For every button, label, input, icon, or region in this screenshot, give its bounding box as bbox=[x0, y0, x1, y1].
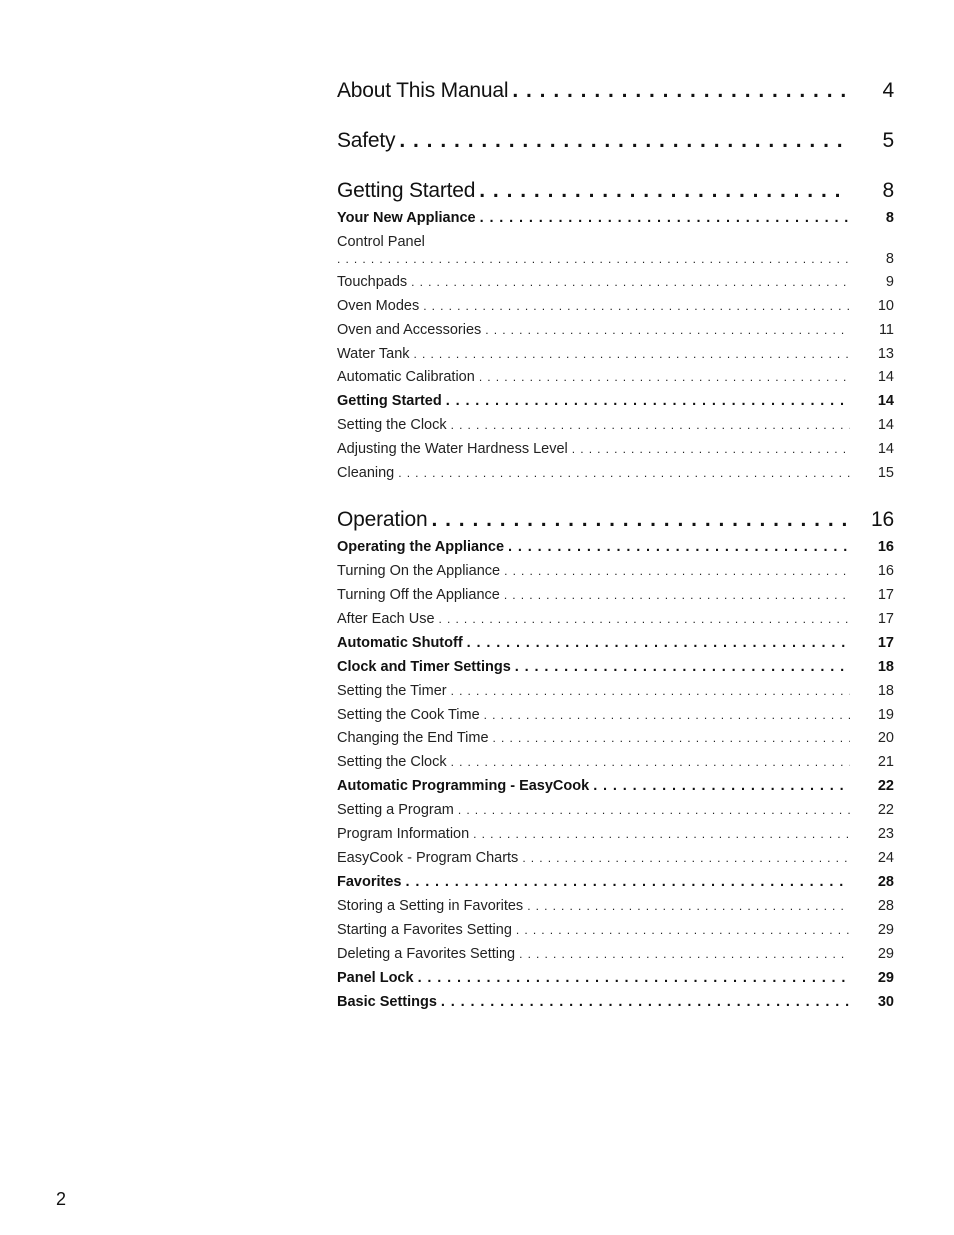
toc-entry-label: Changing the End Time bbox=[337, 730, 489, 746]
toc-entry-page: 9 bbox=[885, 274, 894, 290]
toc-leader-dots bbox=[411, 275, 850, 289]
toc-entry-page: 16 bbox=[877, 563, 894, 579]
toc-entry-page: 29 bbox=[877, 922, 894, 938]
toc-leader-dots bbox=[479, 370, 850, 384]
toc-entry[interactable] bbox=[337, 994, 894, 1010]
toc-leader-dots bbox=[485, 323, 850, 337]
toc-entry-page: 30 bbox=[877, 994, 894, 1010]
toc-entry-page: 17 bbox=[877, 635, 894, 651]
toc-leader-dots bbox=[423, 299, 850, 313]
toc-entry[interactable] bbox=[337, 393, 894, 409]
toc-entry-label: Automatic Programming - EasyCook bbox=[337, 778, 590, 794]
toc-leader-dots bbox=[473, 827, 850, 841]
toc-entry[interactable] bbox=[337, 417, 894, 433]
toc-leader-dots bbox=[480, 210, 850, 226]
toc-leader-dots bbox=[522, 851, 850, 865]
toc-entry-label: Program Information bbox=[337, 826, 470, 842]
toc-entry-label: Turning On the Appliance bbox=[337, 563, 501, 579]
toc-leader-dots bbox=[516, 923, 850, 937]
toc-entry-label: Setting the Clock bbox=[337, 754, 447, 770]
toc-entry-label: Water Tank bbox=[337, 346, 410, 362]
toc-leader-dots bbox=[441, 994, 850, 1010]
toc-entry-page: 29 bbox=[877, 970, 894, 986]
toc-section-page: 4 bbox=[882, 79, 894, 102]
toc-leader-dots bbox=[504, 588, 850, 602]
toc-entry-page: 20 bbox=[877, 730, 894, 746]
toc-entry[interactable] bbox=[337, 874, 894, 890]
toc-leader-dots bbox=[493, 731, 850, 745]
toc-leader-dots bbox=[504, 564, 850, 578]
toc-entry-page: 23 bbox=[877, 826, 894, 842]
toc-section-about[interactable] bbox=[337, 79, 894, 103]
toc-entry[interactable] bbox=[337, 441, 894, 457]
toc-leader-dots bbox=[418, 970, 850, 986]
toc-section-label: Safety bbox=[337, 129, 396, 152]
toc-entry[interactable] bbox=[337, 970, 894, 986]
toc-leader-dots bbox=[515, 659, 850, 675]
toc-entry-label: After Each Use bbox=[337, 611, 435, 627]
toc-leader-dots bbox=[439, 612, 850, 626]
toc-section-label: Getting Started bbox=[337, 179, 476, 202]
toc-entry[interactable] bbox=[337, 210, 894, 226]
toc-entry-page: 14 bbox=[877, 417, 894, 433]
toc-leader-dots bbox=[458, 803, 850, 817]
toc-leader-dots bbox=[405, 874, 850, 890]
toc-entry-page: 28 bbox=[877, 874, 894, 890]
toc-leader-dots bbox=[414, 347, 850, 361]
toc-entry[interactable] bbox=[337, 611, 894, 627]
toc-section-label: About This Manual bbox=[337, 79, 509, 102]
toc-entry-page: 18 bbox=[877, 683, 894, 699]
toc-entry-label: Favorites bbox=[337, 874, 402, 890]
toc-entry[interactable] bbox=[337, 346, 894, 362]
toc-leader-dots bbox=[572, 442, 850, 456]
toc-entry[interactable] bbox=[337, 635, 894, 651]
toc-entry-label: Cleaning bbox=[337, 465, 395, 481]
toc-entry-page: 8 bbox=[885, 210, 894, 226]
toc-leader-dots bbox=[398, 466, 850, 480]
toc-entry-page: 8 bbox=[885, 251, 894, 267]
toc-entry-page: 14 bbox=[877, 441, 894, 457]
toc-entry-page: 14 bbox=[877, 393, 894, 409]
toc-entry[interactable] bbox=[337, 922, 894, 938]
toc-entry-page: 11 bbox=[878, 322, 894, 338]
toc-entry[interactable] bbox=[337, 234, 894, 267]
toc-entry-page: 15 bbox=[877, 465, 894, 481]
toc-leader-dots bbox=[479, 179, 846, 203]
toc-entry-page: 22 bbox=[877, 778, 894, 794]
toc-entry[interactable] bbox=[337, 850, 894, 866]
toc-entry-label: Setting the Timer bbox=[337, 683, 447, 699]
toc-section-operation[interactable] bbox=[337, 508, 894, 532]
toc-entry-page: 17 bbox=[877, 587, 894, 603]
toc-leader-dots bbox=[451, 418, 850, 432]
toc-entry[interactable] bbox=[337, 539, 894, 555]
toc-entry-label: Setting the Cook Time bbox=[337, 707, 480, 723]
toc-entry-label: Oven Modes bbox=[337, 298, 420, 314]
toc-entry-page: 18 bbox=[877, 659, 894, 675]
toc-entry[interactable] bbox=[337, 587, 894, 603]
toc-entry[interactable] bbox=[337, 683, 894, 699]
toc-entry-label: Turning Off the Appliance bbox=[337, 587, 500, 603]
toc-section-getting-started[interactable] bbox=[337, 179, 894, 203]
page-number: 2 bbox=[56, 1189, 67, 1209]
toc-entry-label: Adjusting the Water Hardness Level bbox=[337, 441, 568, 457]
toc-leader-dots bbox=[519, 947, 850, 961]
toc-entry-label: Clock and Timer Settings bbox=[337, 659, 511, 675]
toc-entry[interactable] bbox=[337, 465, 894, 481]
toc-entry-page: 19 bbox=[877, 707, 894, 723]
toc-entry-label: EasyCook - Program Charts bbox=[337, 850, 519, 866]
toc-entry[interactable] bbox=[337, 778, 894, 794]
toc-entry-label: Automatic Calibration bbox=[337, 369, 475, 385]
toc-entry[interactable] bbox=[337, 730, 894, 746]
toc-entry-label: Touchpads bbox=[337, 274, 408, 290]
toc-entry-page: 13 bbox=[877, 346, 894, 362]
toc-entry-page: 28 bbox=[877, 898, 894, 914]
toc-entry[interactable] bbox=[337, 298, 894, 314]
toc-entry[interactable] bbox=[337, 707, 894, 723]
toc-entry-label: Starting a Favorites Setting bbox=[337, 922, 512, 938]
toc-entry-label: Basic Settings bbox=[337, 994, 437, 1010]
toc-entry[interactable] bbox=[337, 659, 894, 675]
toc-section-page: 8 bbox=[882, 179, 894, 202]
toc-entry-page: 17 bbox=[877, 611, 894, 627]
toc-entry[interactable] bbox=[337, 826, 894, 842]
toc-section-page: 16 bbox=[871, 508, 894, 531]
toc-leader-dots bbox=[484, 708, 850, 722]
toc-entry-page: 21 bbox=[877, 754, 894, 770]
toc-entry-label: Storing a Setting in Favorites bbox=[337, 898, 524, 914]
toc-leader-dots bbox=[512, 79, 846, 103]
toc-entry-label: Control Panel bbox=[337, 234, 425, 250]
toc-entry[interactable] bbox=[337, 274, 894, 290]
toc-entry[interactable] bbox=[337, 898, 894, 914]
toc-leader-dots bbox=[467, 635, 850, 651]
toc-entry-page: 16 bbox=[877, 539, 894, 555]
toc-entry-page: 29 bbox=[877, 946, 894, 962]
toc-entry-label: Deleting a Favorites Setting bbox=[337, 946, 516, 962]
toc-section-safety[interactable] bbox=[337, 129, 894, 153]
toc-entry-page: 22 bbox=[877, 802, 894, 818]
toc-section-page: 5 bbox=[882, 129, 894, 152]
toc-entry[interactable] bbox=[337, 563, 894, 579]
toc-entry-page: 24 bbox=[877, 850, 894, 866]
toc-entry[interactable] bbox=[337, 946, 894, 962]
toc-leader-dots bbox=[451, 684, 850, 698]
toc-leader-dots bbox=[508, 539, 850, 555]
toc-entry[interactable] bbox=[337, 754, 894, 770]
toc-section-label: Operation bbox=[337, 508, 428, 531]
toc-entry[interactable] bbox=[337, 322, 894, 338]
toc-leader-dots bbox=[337, 252, 850, 266]
toc-leader-dots bbox=[451, 755, 850, 769]
toc-entry-label: Setting the Clock bbox=[337, 417, 447, 433]
toc-leader-dots bbox=[446, 393, 850, 409]
toc-entry-page: 10 bbox=[877, 298, 894, 314]
toc-entry-label: Oven and Accessories bbox=[337, 322, 482, 338]
toc-leader-dots bbox=[593, 778, 850, 794]
toc-entry-label: Automatic Shutoff bbox=[337, 635, 463, 651]
toc-leader-dots bbox=[431, 508, 846, 532]
toc-entry-label: Getting Started bbox=[337, 393, 442, 409]
toc-leader-dots bbox=[399, 129, 846, 153]
toc-entry[interactable] bbox=[337, 802, 894, 818]
toc-leader-dots bbox=[527, 899, 850, 913]
toc-entry-label: Operating the Appliance bbox=[337, 539, 505, 555]
toc-entry-page: 14 bbox=[877, 369, 894, 385]
toc-entry[interactable] bbox=[337, 369, 894, 385]
toc-entry-label: Setting a Program bbox=[337, 802, 454, 818]
toc-entry-label: Panel Lock bbox=[337, 970, 414, 986]
toc-entry-label: Your New Appliance bbox=[337, 210, 476, 226]
